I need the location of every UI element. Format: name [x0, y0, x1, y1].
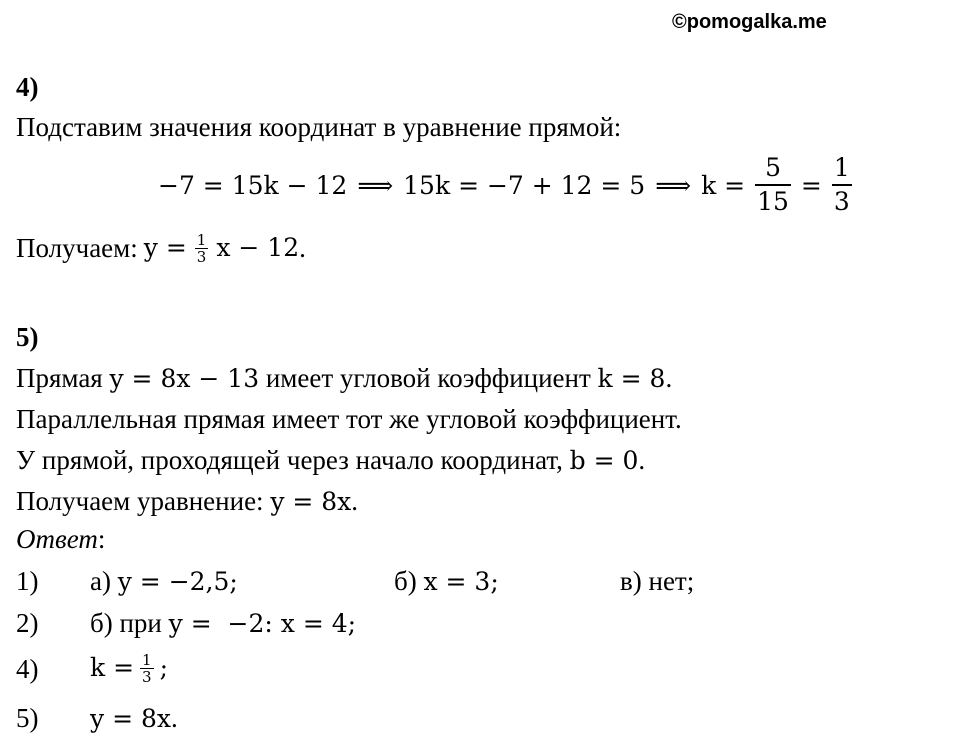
- answer-equation: y = −2: x = 4;: [168, 609, 357, 638]
- answer-heading: [16, 522, 105, 556]
- result-label: Получаем:: [16, 233, 138, 263]
- answer-row-1-part-b: [394, 564, 499, 599]
- line-period: .: [665, 363, 673, 393]
- final-equation: y = 8x: [270, 487, 352, 516]
- answer-equation: y = 8x: [90, 704, 171, 733]
- part-equation: y = −2,5;: [117, 567, 238, 596]
- answer-row-1-part-c: в) нет;: [620, 566, 695, 596]
- result-y: y =: [143, 233, 187, 262]
- answer-text: б) при: [90, 608, 162, 638]
- k-derivation-equation: [158, 150, 852, 220]
- fraction-numerator: 1: [832, 152, 852, 186]
- result-fraction: [195, 232, 209, 265]
- answer-row-1-number: 1): [16, 566, 39, 596]
- answer-row-2-number: 2): [16, 608, 39, 638]
- slope-value: k = 8: [597, 364, 666, 393]
- line-text: Прямая: [16, 363, 103, 393]
- answer-k: k =: [90, 653, 135, 682]
- fraction-numerator: 5: [755, 152, 791, 186]
- equation-left: −7 = 15k − 12: [158, 170, 348, 200]
- answer-fraction: [140, 652, 154, 685]
- fraction-denominator: 15: [757, 187, 789, 216]
- answer-row-3-number: 4): [16, 654, 39, 684]
- section-5-line-2: Параллельная прямая имеет тот же угловой коэффициент.: [16, 404, 682, 434]
- line-equation: y = 8x − 13: [109, 364, 260, 393]
- section-4-intro: Подставим значения координат в уравнение прямой:: [16, 112, 622, 142]
- part-equation: x = 3;: [423, 567, 499, 596]
- answer-row-1-part-a: [90, 564, 238, 599]
- answer-row-4-content: [90, 701, 178, 736]
- intercept-value: b = 0: [569, 446, 639, 475]
- implies-arrow: ⟹: [357, 170, 394, 200]
- equals-sign: =: [800, 170, 822, 200]
- fraction-1-3: [832, 152, 852, 218]
- section-4-result: [16, 228, 306, 268]
- answer-row-4-number: 5): [16, 703, 39, 733]
- line-text: У прямой, проходящей через начало координат,: [16, 445, 563, 475]
- part-label: а): [90, 566, 111, 596]
- result-tail: x − 12: [216, 233, 300, 262]
- answer-semicolon: ;: [159, 653, 169, 682]
- line-text: имеет угловой коэффициент: [265, 363, 591, 393]
- line-period: .: [351, 486, 359, 516]
- section-5-line-4: [16, 484, 358, 519]
- section-5-line-1: [16, 361, 672, 396]
- fraction-denominator: 3: [833, 187, 850, 216]
- implies-arrow: ⟹: [655, 170, 692, 200]
- answer-label: Ответ: [16, 524, 98, 554]
- section-4-number: 4): [16, 72, 39, 102]
- answer-colon: :: [97, 524, 106, 554]
- equation-k: k =: [701, 170, 746, 200]
- fraction-denominator: 3: [142, 667, 152, 686]
- fraction-numerator: 1: [196, 230, 207, 249]
- section-5-number: 5): [16, 322, 39, 352]
- fraction-numerator: 1: [142, 650, 152, 669]
- section-5-line-3: [16, 443, 645, 478]
- answer-row-2-content: [90, 606, 356, 641]
- part-label: б): [394, 566, 417, 596]
- answer-period: .: [170, 703, 178, 733]
- equation-middle: 15k = −7 + 12 = 5: [403, 170, 646, 200]
- watermark: ©pomogalka.me: [672, 11, 827, 33]
- line-text: Получаем уравнение:: [16, 486, 264, 516]
- answer-row-3-content: [90, 646, 168, 690]
- result-period: .: [299, 233, 306, 263]
- fraction-5-15: [755, 152, 791, 218]
- fraction-denominator: 3: [196, 247, 207, 266]
- line-period: .: [638, 445, 646, 475]
